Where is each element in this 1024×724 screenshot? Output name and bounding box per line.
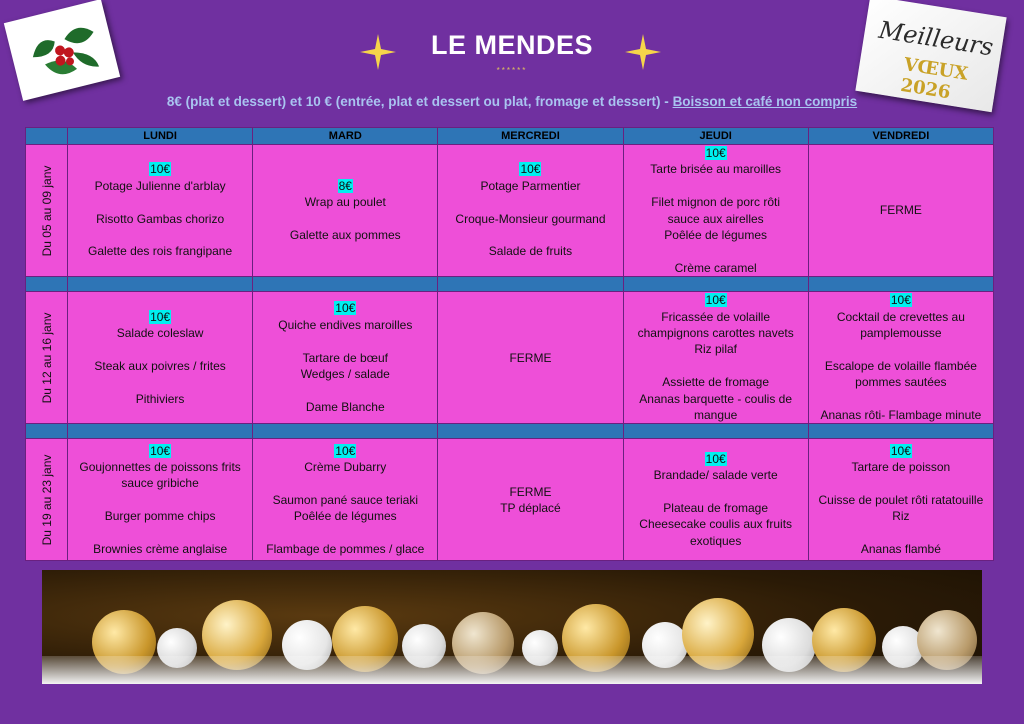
menu-cell-wednesday — [438, 439, 623, 561]
dish-line — [72, 341, 248, 357]
day-header-thursday: JEUDI — [623, 128, 808, 145]
dish-line: Brandade/ salade verte — [653, 468, 778, 483]
price-badge: 10€ — [890, 293, 911, 308]
dish-line: Quiche endives maroilles — [278, 317, 413, 332]
dish-line: Potage Julienne d'arblay — [94, 178, 226, 193]
snow-ground — [42, 656, 982, 684]
dish-line — [813, 391, 989, 407]
day-header-monday: LUNDI — [68, 128, 253, 145]
separator-cell — [253, 424, 438, 439]
day-header-tuesday: MARD — [253, 128, 438, 145]
menu-cell-friday — [808, 145, 993, 277]
price-badge: 10€ — [520, 162, 541, 177]
day-header-friday: VENDREDI — [808, 128, 993, 145]
dish-line: Riz — [892, 509, 910, 524]
dish-line: Ananas barquette - coulis de — [639, 391, 793, 406]
dish-line: Ananas flambé — [860, 541, 941, 556]
separator-cell — [26, 424, 68, 439]
separator-cell — [623, 424, 808, 439]
greeting-card-text: VŒUX 2026 — [899, 54, 970, 104]
dish-line: FERME — [509, 350, 552, 365]
dish-line: Wrap au poulet — [304, 195, 386, 210]
week-label-cell — [26, 439, 68, 561]
dish-line: Escalope de volaille flambée — [824, 358, 977, 373]
separator-cell — [438, 424, 623, 439]
dish-line: Salade de fruits — [488, 244, 573, 259]
separator-cell — [808, 277, 993, 292]
dish-line: Salade coleslaw — [116, 326, 204, 341]
separator-cell — [253, 277, 438, 292]
menu-table — [25, 127, 994, 561]
week-separator-row — [26, 277, 994, 292]
menu-cell-thursday — [623, 145, 808, 277]
dish-line: exotiques — [689, 533, 742, 548]
dish-line — [257, 333, 433, 349]
week-row — [26, 292, 994, 424]
dish-line: Risotto Gambas chorizo — [96, 211, 225, 226]
dish-line: Galette des rois frangipane — [88, 244, 233, 259]
dish-line: mangue — [693, 408, 738, 423]
separator-cell — [68, 277, 253, 292]
dish-line: Tartare de bœuf — [302, 350, 388, 365]
dish-line: Dame Blanche — [305, 399, 385, 414]
menu-cell-monday — [68, 439, 253, 561]
dish-line: Steak aux poivres / frites — [94, 358, 226, 373]
week-separator-row — [26, 424, 994, 439]
dish-line: Cuisse de poulet rôti ratatouille — [818, 492, 984, 507]
week-label-cell — [26, 145, 68, 277]
dish-line: Galette aux pommes — [289, 228, 401, 242]
christmas-baubles-banner — [42, 570, 982, 684]
separator-cell — [438, 277, 623, 292]
week-label: Du 05 au 09 janv — [39, 165, 54, 256]
menu-cell-friday — [808, 439, 993, 561]
week-row — [26, 439, 994, 561]
dish-line — [257, 211, 433, 227]
pricing-subtitle — [0, 94, 1024, 109]
price-badge: 10€ — [890, 443, 911, 458]
dish-line: Cocktail de crevettes au — [836, 309, 965, 324]
price-badge: 10€ — [705, 451, 726, 466]
dish-line: FERME — [879, 203, 922, 218]
dish-line — [813, 525, 989, 541]
dish-line: Fricassée de volaille — [661, 309, 771, 324]
dish-line: Assiette de fromage — [662, 375, 770, 390]
dish-line: Tartare de poisson — [851, 459, 951, 474]
dish-line — [442, 227, 618, 243]
dish-line — [628, 484, 804, 500]
price-badge: 10€ — [150, 443, 171, 458]
dish-line: champignons carottes navets — [637, 326, 794, 341]
dish-line: Saumon pané sauce teriaki — [272, 492, 418, 507]
menu-cell-tuesday — [253, 292, 438, 424]
dish-line: Potage Parmentier — [480, 178, 581, 193]
menu-cell-tuesday — [253, 439, 438, 561]
dish-line: Burger pomme chips — [104, 509, 216, 524]
dish-line — [813, 341, 989, 357]
dish-line: Pithiviers — [135, 391, 185, 406]
greeting-card-script: Meilleurs — [876, 15, 996, 62]
dish-line — [257, 525, 433, 541]
dish-line — [72, 194, 248, 210]
week-label: Du 19 au 23 janv — [39, 454, 54, 546]
drinks-note: Boisson et café non compris — [672, 94, 858, 109]
dish-line — [813, 475, 989, 491]
dish-line: Brownies crème anglaise — [93, 541, 228, 556]
menu-cell-friday — [808, 292, 993, 424]
dish-line — [72, 374, 248, 390]
dish-line — [72, 525, 248, 541]
menu-cell-thursday — [623, 292, 808, 424]
dish-line: Tarte brisée au maroilles — [650, 162, 782, 177]
dish-line: Crème caramel — [674, 260, 757, 275]
dish-line: Crème Dubarry — [304, 459, 387, 474]
price-badge: 8€ — [338, 178, 352, 193]
dish-line: Goujonnettes de poissons frits — [79, 459, 241, 474]
menu-cell-thursday — [623, 439, 808, 561]
dish-line — [628, 243, 804, 259]
price-badge: 10€ — [335, 443, 356, 458]
dish-line: Croque-Monsieur gourmand — [455, 211, 606, 226]
price-badge: 10€ — [150, 309, 171, 324]
dish-line — [442, 194, 618, 210]
dish-line — [257, 475, 433, 491]
dish-line — [628, 178, 804, 194]
menu-cell-monday — [68, 145, 253, 277]
dish-line: Flambage de pommes / glace — [266, 541, 425, 556]
title-stars: ****** — [496, 66, 528, 75]
separator-cell — [808, 424, 993, 439]
week-label-cell — [26, 292, 68, 424]
separator-cell — [623, 277, 808, 292]
dish-line — [257, 382, 433, 398]
dish-line: Ananas rôti- Flambage minute — [820, 408, 982, 423]
dish-line: sauce aux airelles — [667, 211, 764, 226]
day-header-wednesday: MERCREDI — [438, 128, 623, 145]
dish-line: pamplemousse — [860, 326, 942, 341]
price-badge: 10€ — [150, 162, 171, 177]
dish-line: Plateau de fromage — [663, 500, 769, 515]
separator-cell — [68, 424, 253, 439]
dish-line: pommes sautées — [855, 375, 947, 390]
dish-line: sauce gribiche — [121, 476, 199, 491]
menu-cell-tuesday — [253, 145, 438, 277]
dish-line — [72, 492, 248, 508]
menu-cell-wednesday — [438, 292, 623, 424]
dish-line: Filet mignon de porc rôti — [651, 195, 781, 210]
corner-cell — [26, 128, 68, 145]
dish-line — [72, 227, 248, 243]
separator-cell — [26, 277, 68, 292]
price-badge: 10€ — [335, 301, 356, 316]
menu-cell-monday — [68, 292, 253, 424]
week-label: Du 12 au 16 janv — [39, 312, 54, 404]
dish-line — [628, 358, 804, 374]
page-title: LE MENDES — [430, 30, 594, 60]
dish-line: Riz pilaf — [694, 342, 737, 357]
price-badge: 10€ — [705, 146, 726, 160]
day-header-row — [26, 128, 994, 145]
dish-line: Poêlée de légumes — [664, 228, 768, 243]
dish-line: Cheesecake coulis aux fruits — [639, 517, 793, 532]
dish-line: TP déplacé — [500, 500, 561, 515]
dish-line: FERME — [509, 484, 552, 499]
price-badge: 10€ — [705, 293, 726, 308]
dish-line: Poêlée de légumes — [293, 509, 397, 524]
pricing-text: 8€ (plat et dessert) et 10 € (entrée, plat et dessert ou plat, fromage et dessert) - — [166, 94, 673, 109]
menu-cell-wednesday — [438, 145, 623, 277]
dish-line: Wedges / salade — [300, 367, 390, 382]
week-row — [26, 145, 994, 277]
